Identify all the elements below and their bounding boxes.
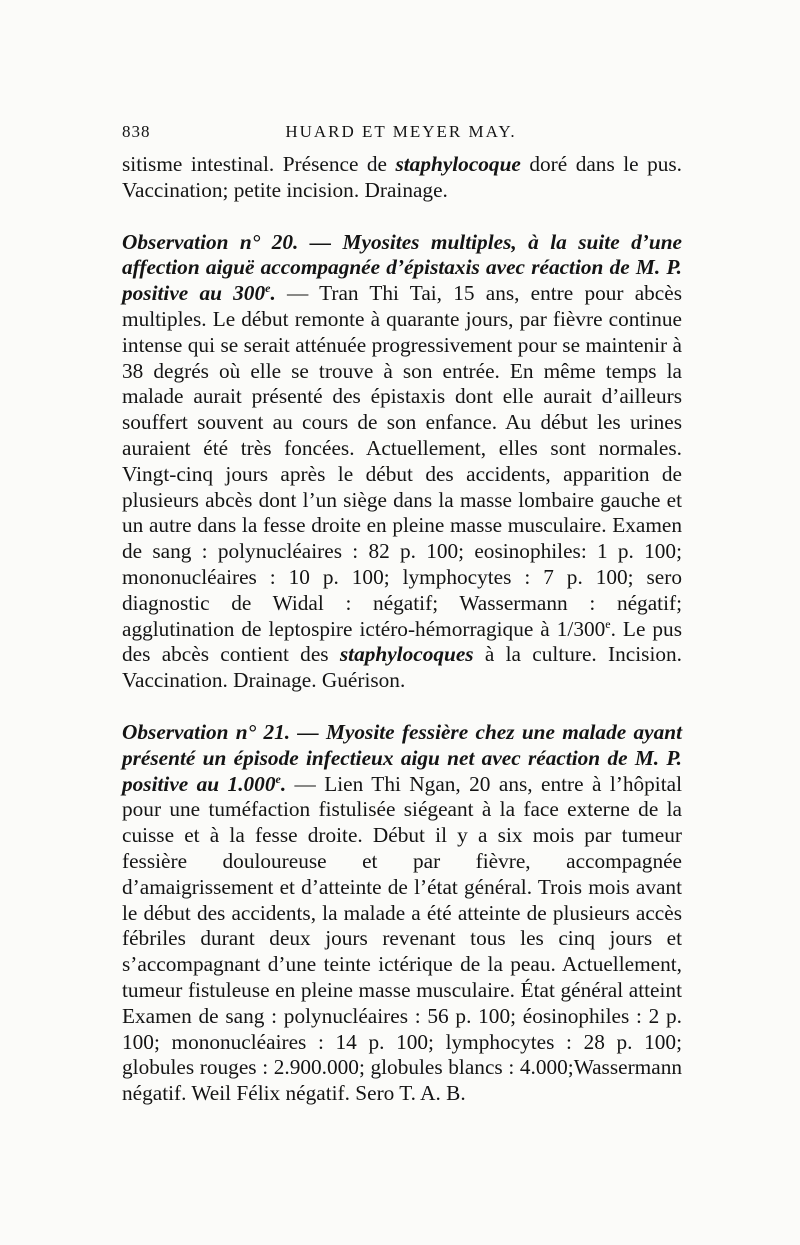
italic-term: staphylocoques xyxy=(339,642,474,667)
superscript: e xyxy=(605,616,611,631)
italic-term: staphylocoque xyxy=(395,152,521,176)
page-header xyxy=(122,122,680,148)
paragraph-continuation xyxy=(122,152,682,204)
text-run: sitisme intestinal. Présence de xyxy=(122,152,396,176)
observation-text: . Le pus des abcès contient des xyxy=(122,616,682,667)
superscript: e xyxy=(265,281,271,296)
heading-text: Observation n° 21. — Myosite fessière chez une malade ayant présenté un épisode infectieux aigu net avec réaction de M. P. positive au 1.000 xyxy=(122,719,682,796)
text-run: doré dans le pus. Vaccination; petite incision. Drainage. xyxy=(122,152,682,202)
observation-text: à la culture. Incision. Vaccination. Drainage. Guérison. xyxy=(122,642,682,693)
paragraph-gap xyxy=(122,204,682,230)
heading-end: . xyxy=(280,771,287,796)
body-text xyxy=(122,152,682,1107)
observation-20 xyxy=(122,230,682,694)
heading-end: . xyxy=(270,281,276,306)
running-title: HUARD ET MEYER MAY. xyxy=(285,122,517,141)
superscript: e xyxy=(275,771,281,786)
paragraph-gap xyxy=(122,694,682,720)
observation-21 xyxy=(122,720,682,1107)
heading-text: Observation n° 20. — Myosites multiples, à la suite d’une affection aiguë accompagnée d’épistaxis avec réaction de M. P. positive au 300 xyxy=(122,229,682,306)
observation-text: — Lien Thi Ngan, 20 ans, entre à l’hôpital pour une tuméfaction fistulisée siégeant à la face externe de la cuisse et à la fesse droite. Début il y a six mois par tumeur fessière douloureuse et par fièvre, accompagnée d’amaigrissement et d’atteinte de l’état général. Trois mois avant le début des accidents, la malade a été atteinte de plusieurs accès fébriles durant deux jours revenant tous les cinq jours et s’accompagnant d’une teinte ictérique de la peau. Actuellement, tumeur fistuleuse en pleine masse musculaire. État général atteint Examen de sang : polynucléaires : 56 p. 100; éosinophiles : 2 p. 100; mononucléaires : 14 p. 100; lymphocytes : 28 p. 100; globules rouges : 2.900.000; globules blancs : 4.000;Wassermann négatif. Weil Félix négatif. Sero T. A. B. xyxy=(122,771,682,1106)
page-number: 838 xyxy=(122,122,151,141)
observation-text: — Tran Thi Tai, 15 ans, entre pour abcès multiples. Le début remonte à quarante jours, par fièvre continue intense qui se serait atténuée progressivement pour se maintenir à 38 degrés où elle se trouve à son entrée. En même temps la malade aurait présenté des épistaxis dont elle aurait d’ailleurs souffert souvent au cours de son enfance. Au début les urines auraient été très foncées. Actuellement, elles sont normales. Vingt-cinq jours après le début des accidents, apparition de plusieurs abcès dont l’un siège dans la masse lombaire gauche et un autre dans la fesse droite en pleine masse musculaire. Examen de sang : polynucléaires : 82 p. 100; eosinophiles: 1 p. 100; mononucléaires : 10 p. 100; lymphocytes : 7 p. 100; sero diagnostic de Widal : négatif; Wassermann : négatif; agglutination de leptospire ictéro-hémorragique à 1/300 xyxy=(122,281,682,641)
